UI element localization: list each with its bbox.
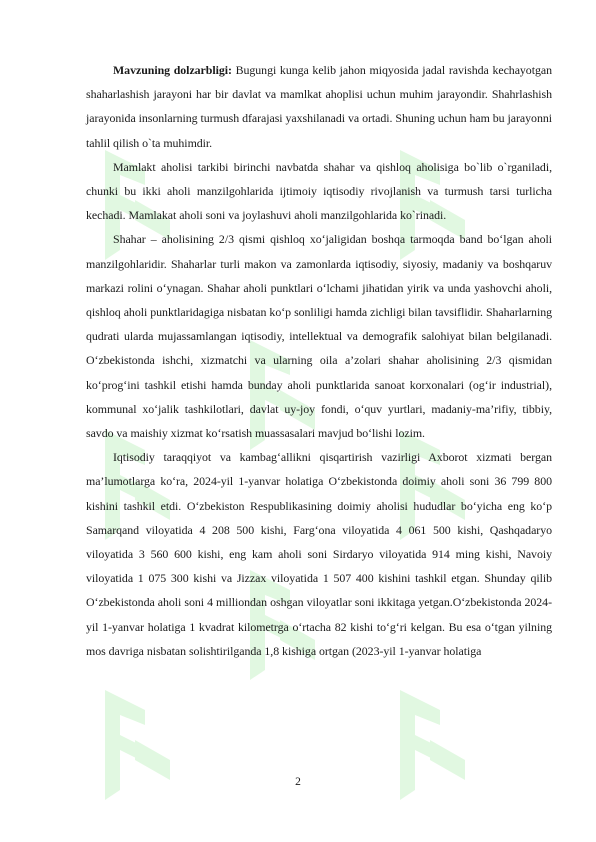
watermark-logo-icon	[75, 680, 195, 810]
page-number: 2	[295, 776, 301, 788]
paragraph-text: Bugungi kunga kelib jahon miqyosida jadal ravishda kechayotgan shaharlashish jarayoni har bir davlat va mamlkat ahoplisi uchun muhim jarayondir. Shahrlashish jarayonida insonlarning turmush dfarajasi yaxshilanadi va ortadi. Shuning uchun ham bu jarayonni tahlil qilish o`ta muhimdir.	[86, 63, 552, 150]
paragraph-text: Iqtisodiy taraqqiyot va kambag‘allikni qisqartirish vazirligi Axborot xizmati bergan ma’lumotlarga ko‘ra, 2024-yil 1-yanvar holatiga O‘zbekistonda doimiy aholi soni 36 799 800 kishini tashkil etdi. O‘zbekiston Respublikasining doimiy aholisi hududlar bo‘yicha eng ko‘p Samarqand viloyatida 4 208 500 kishi, Farg‘ona viloyatida 4 061 500 kishi, Qashqadaryo viloyatida 3 560 600 kishi, eng kam aholi soni Sirdaryo viloyatida 914 ming kishi, Navoiy viloyatida 1 075 300 kishi va Jizzax viloyatida 1 507 400 kishini tashkil etgan. Shunday qilib O‘zbekistonda aholi soni 4 milliondan oshgan viloyatlar soni ikkitaga yetgan.O‘zbekistonda 2024-yil 1-yanvar holatiga 1 kvadrat kilometrga o‘rtacha 82 kishi to‘g‘ri kelgan. Bu esa o‘tgan yilning mos davriga nisbatan solishtirilganda 1,8 kishiga ortgan (2023-yil 1-yanvar holatiga	[86, 450, 552, 658]
paragraph-text: Shahar – aholisining 2/3 qismi qishloq xo‘jaligidan boshqa tarmoqda band bo‘lgan aholi manzilgohlaridir. Shaharlar turli makon va zamonlarda iqtisodiy, siyosiy, madaniy va boshqaruv markazi rolini o‘ynagan. Shahar aholi punktlari o‘lchami jihatidan yirik va unda yashovchi aholi, qishloq aholi punktlaridagiga nisbatan ko‘p sonliligi hamda zichligi bilan tavsiflidir. Shaharlarning qudrati ularda mujassamlangan iqtisodiy, intellektual va demografik salohiyat bilan belgilanadi. O‘zbekistonda ishchi, xizmatchi va ularning oila a’zolari shahar aholisining 2/3 qismidan ko‘prog‘ini tashkil etishi hamda bunday aholi punktlarida sanoat korxonalari (og‘ir industrial), kommunal xo‘jalik tashkilotlari, davlat uy-joy fondi, o‘quv yurtlari, madaniy-ma’rifiy, tibbiy, savdo va maishiy xizmat ko‘rsatish muassasalari mavjud bo‘lishi lozim.	[86, 232, 552, 441]
paragraph-city-definition	[86, 227, 552, 445]
watermark-logo-icon	[370, 680, 490, 810]
paragraph-population-statistics	[86, 445, 552, 663]
paragraph-lead: Mavzuning dolzarbligi:	[113, 63, 232, 77]
paragraph-relevance	[86, 58, 552, 155]
paragraph-population-structure	[86, 155, 552, 228]
paragraph-text: Mamlakt aholisi tarkibi birinchi navbatda shahar va qishloq aholisiga bo`lib o`rganiladi, chunki bu ikki aholi manzilgohlarida ijtimoiy iqtisodiy rivojlanish va turmush tarsi turlicha kechadi. Mamlakat aholi soni va joylashuvi aholi manzilgohlarida ko`rinadi.	[86, 159, 552, 223]
document-body	[86, 58, 552, 663]
